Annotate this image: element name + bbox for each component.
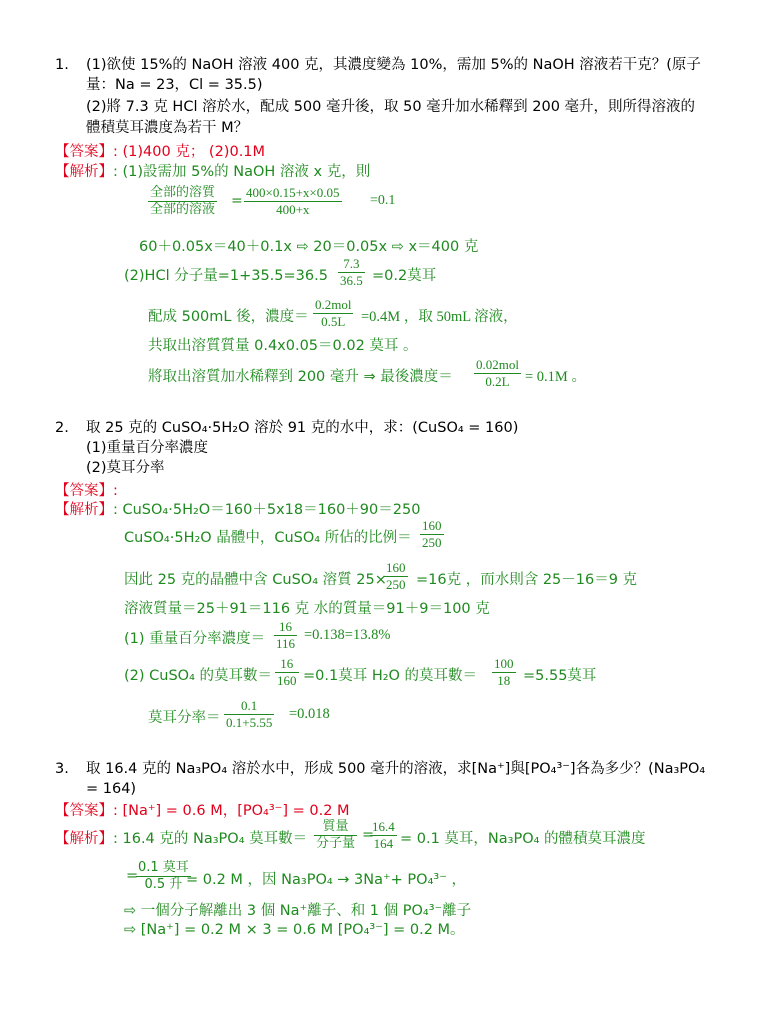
question-text-line: 取 25 克的 CuSO₄·5H₂O 溶於 91 克的水中，求：(CuSO₄ = 160) — [86, 420, 519, 436]
answer-tag: 【答案】 — [55, 483, 113, 499]
concentration-result: =0.4M ，取 50mL 溶液， — [361, 309, 518, 325]
question-number: 2. — [55, 420, 69, 436]
answer-text: : [Na⁺] = 0.6 M，[PO₄³⁻] = 0.2 M — [113, 803, 350, 819]
weight-percent-result: =0.138=13.8% — [304, 627, 391, 643]
question-number: 3. — [55, 761, 69, 777]
concentration-step: 配成 500mL 後，濃度＝ — [148, 309, 309, 325]
analysis-intro: : 16.4 克的 Na₃PO₄ 莫耳數＝ — [113, 831, 308, 847]
question-text-line: (1)欲使 15%的 NaOH 溶液 400 克，其濃度變為 10%，需加 5%的 NaOH 溶液若干克？(原子 — [86, 57, 701, 73]
weight-percent-step: (1) 重量百分率濃度＝ — [124, 631, 266, 647]
answer-block — [55, 140, 265, 161]
question-number: 1. — [55, 57, 69, 73]
hcl-molar-mass: (2)HCl 分子量=1+35.5=36.5 — [124, 268, 328, 284]
answer-text: : — [113, 483, 118, 499]
question-text-line: 體積莫耳濃度為若干 M？ — [86, 120, 249, 136]
cuso4-moles-step: (2) CuSO₄ 的莫耳數＝ — [124, 668, 273, 684]
answer-block — [55, 479, 118, 500]
equals-sign: = — [362, 827, 375, 843]
fraction-h2o-moles: $\frac{100}{18}$ — [494, 656, 514, 688]
mole-fraction-result: =0.018 — [289, 706, 330, 722]
mole-fraction-step: 莫耳分率＝ — [148, 710, 221, 726]
equals-sign: = — [126, 868, 139, 884]
fraction-mass-balance: $\frac{400\times 0.15+x\times 0.05}{400+x}$ — [246, 185, 340, 217]
h2o-moles-result: =5.55莫耳 — [523, 668, 597, 684]
fraction-na3po4-moles: $\frac{16.4}{164}$ — [372, 819, 395, 851]
fraction-concentration: 0.2mol 0.5L — [315, 297, 352, 329]
ratio-step: CuSO₄·5H₂O 晶體中，CuSO₄ 所佔的比例＝ — [124, 530, 412, 546]
analysis-tag: 【解析】 — [55, 831, 113, 847]
hcl-moles-result: =0.2莫耳 — [372, 268, 437, 284]
question-text-line: (1)重量百分率濃度 — [86, 440, 209, 456]
dissociation-equation: = 0.2 M ，因 Na₃PO₄ → 3Na⁺+ PO₄³⁻ ， — [186, 872, 466, 888]
ion-concentration-line: ⇨ [Na⁺] = 0.2 M × 3 = 0.6 M [PO₄³⁻] = 0.2 M。 — [124, 922, 465, 938]
na3po4-moles-result: = 0.1 莫耳，Na₃PO₄ 的體積莫耳濃度 — [400, 831, 646, 847]
fraction-solute-solution: 全部的溶質 全部的溶液 — [150, 185, 216, 217]
analysis-block — [55, 827, 307, 848]
solute-taken-line: 共取出溶質質量 0.4x0.05＝0.02 莫耳 。 — [148, 338, 418, 354]
analysis-tag: 【解析】 — [55, 164, 113, 180]
fraction-weight-percent: $\frac{16}{116}$ — [276, 619, 296, 651]
answer-tag: 【答案】 — [55, 803, 113, 819]
fraction-crystal: $\frac{160}{250}$ — [386, 560, 406, 592]
answer-tag: 【答案】 — [55, 144, 113, 160]
question-text-line: 取 16.4 克的 Na₃PO₄ 溶於水中，形成 500 毫升的溶液，求[Na⁺]與[PO₄³⁻]各為多少？(Na₃PO₄ — [86, 761, 706, 777]
ion-count-line: ⇨ 一個分子解離出 3 個 Na⁺離子、和 1 個 PO₄³⁻離子 — [124, 903, 472, 919]
analysis-intro: : CuSO₄·5H₂O＝160＋5x18＝160＋90＝250 — [113, 502, 421, 518]
cuso4-moles-result: =0.1莫耳 H₂O 的莫耳數＝ — [303, 668, 478, 684]
question-text-line: = 164) — [86, 781, 137, 797]
crystal-step: 因此 25 克的晶體中含 CuSO₄ 溶質 25× — [124, 572, 387, 588]
fraction-mole-fraction: $\frac{0.1}{0.1+5.55}$ — [226, 698, 273, 730]
fraction-cuso4-moles: $\frac{16}{160}$ — [277, 656, 297, 688]
answer-block — [55, 799, 350, 820]
question-text-line: (2)將 7.3 克 HCl 溶於水，配成 500 毫升後，取 50 毫升加水稀釋到 200 毫升，則所得溶液的 — [86, 99, 696, 115]
question-text-line: (2)莫耳分率 — [86, 460, 165, 476]
equation-rhs: =0.1 — [370, 193, 396, 208]
analysis-block — [55, 160, 370, 181]
fraction-ratio: $\frac{160}{250}$ — [422, 518, 442, 550]
question-text-line: 量：Na = 23，Cl = 35.5) — [86, 77, 263, 93]
dilution-step: 將取出溶質加水稀釋到 200 毫升 ⇒ 最後濃度＝ — [148, 369, 453, 385]
analysis-intro: : (1)設需加 5%的 NaOH 溶液 x 克，則 — [113, 164, 371, 180]
analysis-tag: 【解析】 — [55, 502, 113, 518]
fraction-na3po4-concentration: 0.1 莫耳 0.5 升 — [138, 860, 189, 892]
analysis-block — [55, 498, 420, 519]
fraction-hcl-moles: $\frac{7.3}{36.5}$ — [340, 256, 363, 288]
answer-text: : (1)400 克； (2)0.1M — [113, 144, 266, 160]
fraction-final-concentration: 0.02mol 0.2L — [476, 357, 519, 389]
final-concentration: = 0.1M 。 — [525, 369, 586, 385]
crystal-result: =16克 ，而水則含 25－16＝9 克 — [416, 572, 638, 588]
equals-sign: = — [231, 193, 243, 209]
equation-line: 60＋0.05x＝40＋0.1x ⇨ 20＝0.05x ⇨ x＝400 克 — [139, 239, 479, 255]
mass-line: 溶液質量＝25＋91＝116 克 水的質量＝91＋9＝100 克 — [124, 601, 490, 617]
fraction-mass-over-mw: 質量 分子量 — [316, 819, 356, 851]
